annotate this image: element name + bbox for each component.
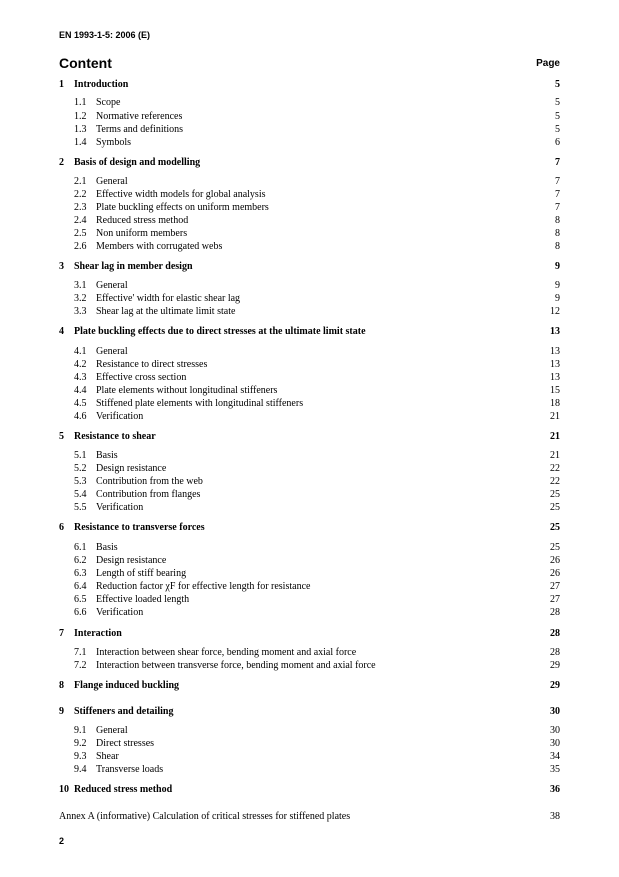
toc-entry-page: 26 — [550, 555, 560, 566]
toc-entry-page: 26 — [550, 568, 560, 579]
toc-section-entry — [59, 580, 560, 593]
toc-entry-label: Contribution from the web — [96, 476, 203, 487]
toc-entry-number: 9.2 — [74, 738, 87, 749]
toc-entry-label: Transverse loads — [96, 764, 164, 775]
toc-entry-number: 7 — [59, 628, 64, 639]
toc-entry-page: 7 — [555, 202, 560, 213]
toc-entry-number: 3.3 — [74, 306, 87, 317]
toc-entry-label: Interaction between shear force, bending moment and axial force — [96, 647, 357, 658]
toc-entry-page: 7 — [555, 157, 560, 168]
toc-entry-number: 2.2 — [74, 189, 87, 200]
toc-entry-page: 28 — [550, 647, 560, 658]
toc-entry-number: 5.1 — [74, 450, 87, 461]
toc-entry-label: Shear — [96, 751, 119, 762]
toc-entry-page: 9 — [555, 280, 560, 291]
toc-page-column-header: Page — [536, 58, 560, 69]
toc-entry-number: 2.4 — [74, 215, 87, 226]
toc-section-entry — [59, 763, 560, 776]
toc-entry-number: 8 — [59, 680, 64, 691]
toc-chapter-entry — [59, 325, 560, 338]
toc-entry-number: 1.2 — [74, 111, 87, 122]
toc-entry-page: 27 — [550, 581, 560, 592]
toc-entry-number: 4.2 — [74, 359, 87, 370]
toc-entry-label: Direct stresses — [96, 738, 155, 749]
toc-entry-page: 22 — [550, 476, 560, 487]
toc-section-entry — [59, 488, 560, 501]
toc-entry-page: 7 — [555, 189, 560, 200]
toc-entry-number: 9 — [59, 706, 64, 717]
toc-entry-number: 10 — [59, 784, 69, 795]
toc-section-entry — [59, 123, 560, 136]
toc-entry-label: General — [96, 725, 128, 736]
toc-chapter-entry — [59, 679, 560, 692]
toc-entry-number: 4.1 — [74, 346, 87, 357]
toc-entry-page: 15 — [550, 385, 560, 396]
toc-entry-page: 8 — [555, 215, 560, 226]
toc-section-entry — [59, 593, 560, 606]
toc-section-entry — [59, 371, 560, 384]
toc-entry-page: 29 — [550, 660, 560, 671]
toc-entry-label: Reduction factor χF for effective length for resistance — [96, 581, 311, 592]
toc-entry-label: General — [96, 176, 128, 187]
toc-entry-label: Resistance to transverse forces — [74, 522, 205, 533]
toc-entry-page: 28 — [550, 607, 560, 618]
toc-entry-page: 36 — [550, 784, 560, 795]
toc-section-entry — [59, 567, 560, 580]
toc-entry-page: 5 — [555, 97, 560, 108]
toc-section-entry — [59, 214, 560, 227]
toc-entry-page: 12 — [550, 306, 560, 317]
toc-chapter-entry — [59, 430, 560, 443]
toc-entry-label: Verification — [96, 502, 144, 513]
toc-entry-number: 2.6 — [74, 241, 87, 252]
toc-entry-page: 5 — [555, 79, 560, 90]
toc-entry-page: 28 — [550, 628, 560, 639]
toc-entry-label: Basis — [96, 450, 118, 461]
toc-entry-number: 4 — [59, 326, 64, 337]
toc-section-entry — [59, 397, 560, 410]
toc-entry-label: Resistance to shear — [74, 431, 156, 442]
toc-entry-label: Normative references — [96, 111, 183, 122]
toc-entry-label: Interaction between transverse force, bending moment and axial force — [96, 660, 376, 671]
toc-entry-label: Shear lag at the ultimate limit state — [96, 306, 236, 317]
toc-entry-number: 1.4 — [74, 137, 87, 148]
toc-section-entry — [59, 737, 560, 750]
toc-entry-number: 5.3 — [74, 476, 87, 487]
toc-entry-label: Plate buckling effects on uniform members — [96, 202, 269, 213]
toc-section-entry — [59, 501, 560, 514]
toc-entry-page: 25 — [550, 502, 560, 513]
toc-entry-number: 9.1 — [74, 725, 87, 736]
toc-entry-page: 9 — [555, 261, 560, 272]
toc-entry-number: 3 — [59, 261, 64, 272]
toc-entry-page: 13 — [550, 346, 560, 357]
toc-entry-number: 6.1 — [74, 542, 87, 553]
toc-entry-page: 27 — [550, 594, 560, 605]
toc-entry-page: 29 — [550, 680, 560, 691]
toc-entry-label: Stiffeners and detailing — [74, 706, 174, 717]
toc-entry-page: 5 — [555, 111, 560, 122]
toc-entry-number: 4.5 — [74, 398, 87, 409]
toc-entry-page: 25 — [550, 489, 560, 500]
toc-entry-label: Interaction — [74, 628, 122, 639]
toc-entry-label: Members with corrugated webs — [96, 241, 223, 252]
toc-entry-page: 21 — [550, 411, 560, 422]
toc-entry-label: Contribution from flanges — [96, 489, 201, 500]
toc-entry-number: 6.4 — [74, 581, 87, 592]
toc-entry-label: Effective' width for elastic shear lag — [96, 293, 241, 304]
toc-section-entry — [59, 96, 560, 109]
toc-entry-label: Annex A (informative) Calculation of critical stresses for stiffened plates — [59, 811, 351, 822]
toc-entry-number: 4.3 — [74, 372, 87, 383]
toc-section-entry — [59, 646, 560, 659]
toc-entry-number: 2.5 — [74, 228, 87, 239]
toc-entry-page: 5 — [555, 124, 560, 135]
toc-section-entry — [59, 345, 560, 358]
toc-entry-label: Verification — [96, 607, 144, 618]
toc-chapter-entry — [59, 521, 560, 534]
toc-entry-page: 25 — [550, 522, 560, 533]
toc-entry-label: Resistance to direct stresses — [96, 359, 208, 370]
toc-entry-page: 13 — [550, 372, 560, 383]
toc-entry-label: Plate elements without longitudinal stiffeners — [96, 385, 278, 396]
toc-title: Content — [59, 55, 112, 71]
toc-entry-page: 30 — [550, 725, 560, 736]
toc-entry-label: Stiffened plate elements with longitudinal stiffeners — [96, 398, 304, 409]
toc-entry-label: Length of stiff bearing — [96, 568, 187, 579]
document-id: EN 1993-1-5: 2006 (E) — [59, 30, 151, 40]
toc-section-entry — [59, 449, 560, 462]
toc-entry-number: 1.1 — [74, 97, 87, 108]
toc-entry-page: 13 — [550, 359, 560, 370]
toc-entry-number: 2.3 — [74, 202, 87, 213]
toc-entry-page: 21 — [550, 431, 560, 442]
toc-entry-label: Terms and definitions — [96, 124, 184, 135]
toc-entry-label: Basis of design and modelling — [74, 157, 201, 168]
toc-entry-number: 1.3 — [74, 124, 87, 135]
toc-chapter-entry — [59, 260, 560, 273]
toc-section-entry — [59, 279, 560, 292]
toc-entry-page: 6 — [555, 137, 560, 148]
toc-entry-label: Non uniform members — [96, 228, 188, 239]
toc-entry-page: 8 — [555, 228, 560, 239]
toc-entry-label: General — [96, 280, 128, 291]
toc-entry-number: 6.3 — [74, 568, 87, 579]
toc-entry-label: Plate buckling effects due to direct stresses at the ultimate limit state — [74, 326, 366, 337]
toc-entry-number: 4.6 — [74, 411, 87, 422]
toc-entry-number: 7.2 — [74, 660, 87, 671]
toc-entry-page: 25 — [550, 542, 560, 553]
toc-section-entry — [59, 724, 560, 737]
toc-entry-label: Effective cross section — [96, 372, 187, 383]
toc-section-entry — [59, 358, 560, 371]
toc-section-entry — [59, 305, 560, 318]
toc-entry-number: 4.4 — [74, 385, 87, 396]
toc-entry-label: Design resistance — [96, 463, 167, 474]
toc-entry-page: 21 — [550, 450, 560, 461]
toc-entry-label: Effective width models for global analysis — [96, 189, 266, 200]
toc-section-entry — [59, 175, 560, 188]
toc-section-entry — [59, 384, 560, 397]
toc-entry-number: 1 — [59, 79, 64, 90]
toc-entry-page: 35 — [550, 764, 560, 775]
toc-chapter-entry — [59, 78, 560, 91]
toc-entry-number: 6.2 — [74, 555, 87, 566]
toc-entry-page: 7 — [555, 176, 560, 187]
toc-entry-label: Effective loaded length — [96, 594, 190, 605]
toc-entry-number: 2.1 — [74, 176, 87, 187]
toc-entry-page: 38 — [550, 811, 560, 822]
toc-section-entry — [59, 240, 560, 253]
toc-chapter-entry — [59, 783, 560, 796]
toc-entry-label: Reduced stress method — [74, 784, 173, 795]
toc-entry-page: 30 — [550, 706, 560, 717]
toc-entry-number: 5 — [59, 431, 64, 442]
toc-section-entry — [59, 659, 560, 672]
toc-entry-label: Symbols — [96, 137, 132, 148]
toc-section-entry — [59, 462, 560, 475]
toc-entry-number: 5.2 — [74, 463, 87, 474]
toc-entry-label: Reduced stress method — [96, 215, 189, 226]
toc-entry-number: 5.4 — [74, 489, 87, 500]
toc-entry-page: 30 — [550, 738, 560, 749]
toc-title-row — [59, 55, 560, 75]
toc-chapter-entry — [59, 705, 560, 718]
toc-entry-page: 9 — [555, 293, 560, 304]
toc-section-entry — [59, 292, 560, 305]
toc-section-entry — [59, 227, 560, 240]
toc-section-entry — [59, 188, 560, 201]
toc-entry-number: 6.6 — [74, 607, 87, 618]
toc-entry-label: Scope — [96, 97, 121, 108]
toc-entry-label: General — [96, 346, 128, 357]
toc-section-entry — [59, 475, 560, 488]
toc-entry-label: Verification — [96, 411, 144, 422]
toc-entry-number: 2 — [59, 157, 64, 168]
toc-section-entry — [59, 541, 560, 554]
toc-chapter-entry — [59, 156, 560, 169]
page-number: 2 — [59, 836, 65, 846]
toc-section-entry — [59, 554, 560, 567]
toc-entry-page: 22 — [550, 463, 560, 474]
toc-entry-number: 6 — [59, 522, 64, 533]
toc-entry-number: 6.5 — [74, 594, 87, 605]
toc-entry-number: 9.3 — [74, 751, 87, 762]
toc-section-entry — [59, 750, 560, 763]
toc-section-entry — [59, 410, 560, 423]
toc-entry-number: 7.1 — [74, 647, 87, 658]
toc-entry-number: 9.4 — [74, 764, 87, 775]
toc-entry-number: 3.2 — [74, 293, 87, 304]
toc-entry-label: Basis — [96, 542, 118, 553]
toc-entry-label: Shear lag in member design — [74, 261, 193, 272]
toc-entry-page: 13 — [550, 326, 560, 337]
toc-section-entry — [59, 136, 560, 149]
toc-entry-label: Design resistance — [96, 555, 167, 566]
toc-section-entry — [59, 606, 560, 619]
toc-entry-page: 8 — [555, 241, 560, 252]
toc-entry-number: 5.5 — [74, 502, 87, 513]
toc-chapter-entry — [59, 627, 560, 640]
toc-entry-number: 3.1 — [74, 280, 87, 291]
toc-entry-label: Flange induced buckling — [74, 680, 180, 691]
toc-annex-entry — [59, 810, 560, 823]
toc-section-entry — [59, 110, 560, 123]
toc-entry-label: Introduction — [74, 79, 129, 90]
toc-entry-page: 18 — [550, 398, 560, 409]
toc-entry-page: 34 — [550, 751, 560, 762]
toc-section-entry — [59, 201, 560, 214]
